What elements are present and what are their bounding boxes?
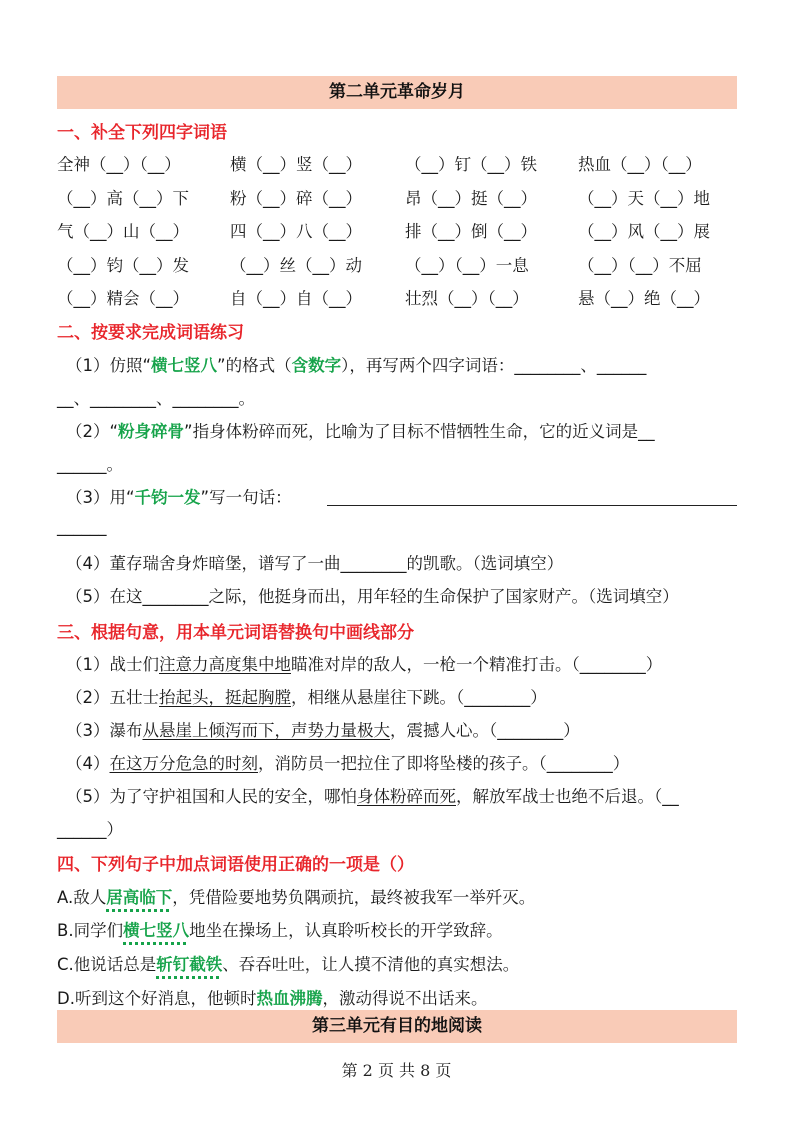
dotted-word: 斩钉截铁 [156,955,223,974]
unit2-title: 第二单元革命岁月 [329,82,465,102]
highlight-word: 千钧一发 [134,488,201,507]
idiom-blank-item: 排（__）倒（__） [405,222,537,241]
dotted-word: 横七竖八 [123,921,190,940]
underlined-phrase: 抬起头，挺起胸膛 [159,688,291,707]
unit2-title-band [57,76,737,109]
page-footer: 第 2 页 共 8 页 [341,1061,452,1080]
section3-heading: 三、根据句意，用本单元词语替换句中画线部分 [57,623,414,643]
idiom-blank-item: （__）风（__）展 [578,222,710,241]
idiom-blank-item: 粉（__）碎（__） [230,188,362,208]
idiom-blank-item: （__）（__）不屈 [578,255,702,275]
idiom-blank-item: （__）（__）一息 [405,255,529,275]
s2-question-1: （1）仿照“横七竖八”的格式（含数字），再写两个四字词语：________、______ [66,356,647,375]
idiom-blank-item: （__）精会（__） [57,289,189,308]
idiom-blank-item: 壮烈（__）（__） [405,289,529,308]
highlight-word: 粉身碎骨 [118,422,185,441]
underlined-phrase: 注意力高度集中地 [159,655,291,674]
s2-question-4: （4）董存瑞舍身炸暗堡，谱写了一曲________的凯歌。（选词填空） [66,554,564,573]
s3-question-2: （2）五壮士抬起头，挺起胸膛，相继从悬崖往下跳。（________） [66,688,547,707]
underlined-phrase: 在这万分危急的时刻 [109,754,258,773]
option-c: C.他说话总是斩钉截铁、吞吞吐吐，让人摸不清他的真实想法。 [57,955,520,974]
s3-question-5-cont: ______） [57,820,123,839]
underlined-phrase: 从悬崖上倾泻而下，声势力量极大 [142,721,390,740]
unit3-title: 第三单元有目的地阅读 [312,1016,482,1036]
s2-question-5: （5）在这________之际，他挺身而出，用年轻的生命保护了国家财产。（选词填空） [66,587,679,606]
option-d: D.听到这个好消息，他顿时热血沸腾，激动得说不出话来。 [57,989,488,1008]
underlined-phrase: 身体粉碎而死 [357,787,456,806]
idiom-blank-item: 横（__）竖（__） [230,155,362,174]
s3-question-3: （3）瀑布从悬崖上倾泻而下，声势力量极大，震撼人心。（________） [66,721,580,740]
section4-heading: 四、下列句子中加点词语使用正确的一项是（） [57,855,414,875]
unit3-title-band [57,1010,737,1043]
s2-question-2: （2）“粉身碎骨”指身体粉碎而死，比喻为了目标不惜牺牲生命，它的近义词是__ [66,422,655,441]
section1-heading: 一、补全下列四字词语 [57,123,227,143]
option-a: A.敌人居高临下，凭借险要地势负隅顽抗，最终被我军一举歼灭。 [57,888,536,907]
answer-line [327,505,737,506]
idiom-blank-item: 昂（__）挺（__） [405,188,537,208]
idiom-blank-item: （__）钉（__）铁 [405,155,537,174]
s2-question-1-cont: __、________、________。 [57,389,255,408]
idiom-blank-item: 四（__）八（__） [230,222,362,241]
s2-question-3: （3）用“千钧一发”写一句话： [66,488,292,507]
idiom-blank-item: （__）丝（__）动 [230,255,362,275]
section2-heading: 二、按要求完成词语练习 [57,323,244,343]
dotted-word: 居高临下 [106,888,173,907]
idiom-blank-item: （__）钧（__）发 [57,255,189,275]
idiom-blank-item: （__）高（__）下 [57,188,189,208]
highlight-word: 含数字 [291,356,342,375]
option-b: B.同学们横七竖八地坐在操场上，认真聆听校长的开学致辞。 [57,921,503,940]
s2-question-3-cont: ______ [57,517,107,536]
idiom-blank-item: 热血（__）（__） [578,155,702,174]
idiom-blank-item: 全神（__）（__） [57,155,181,174]
s3-question-1: （1）战士们注意力高度集中地瞄准对岸的敌人，一枪一个精准打击。（________） [66,655,663,674]
idiom-blank-item: 自（__）自（__） [230,289,362,308]
idiom-blank-item: 悬（__）绝（__） [578,289,710,308]
idiom-blank-item: （__）天（__）地 [578,188,710,208]
idiom-blank-item: 气（__）山（__） [57,222,189,241]
s3-question-5: （5）为了守护祖国和人民的安全，哪怕身体粉碎而死，解放军战士也绝不后退。（__ [66,787,679,806]
s2-question-2-cont: ______。 [57,455,123,474]
dotted-word: 热血沸腾 [256,989,323,1008]
s3-question-4: （4）在这万分危急的时刻，消防员一把拉住了即将坠楼的孩子。（________） [66,754,630,773]
highlight-word: 横七竖八 [151,356,218,375]
